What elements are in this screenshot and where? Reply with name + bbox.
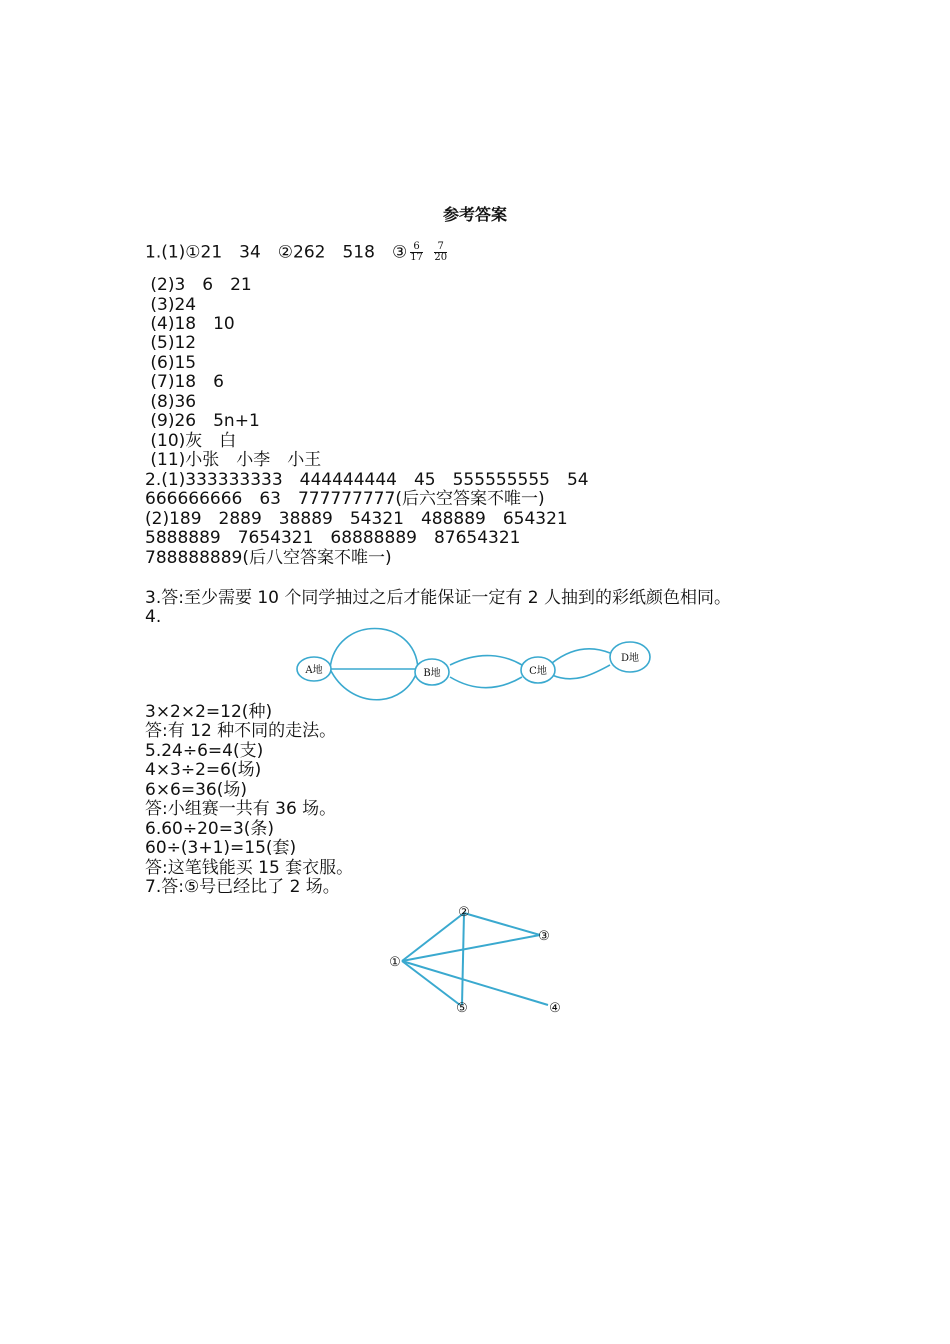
answer-line: 5888889 7654321 68888889 87654321	[145, 528, 521, 548]
answer-line: 666666666 63 777777777(后六空答案不唯一)	[145, 489, 545, 509]
answer-line: (10)灰 白	[145, 431, 237, 451]
answer-line: (4)18 10	[145, 314, 235, 334]
node-a-label: A地	[305, 665, 323, 676]
answer-line-4: 4.	[145, 607, 162, 627]
answer-line: (6)15	[145, 353, 197, 373]
fraction-denominator: 20	[434, 252, 448, 263]
answer-line: 2.(1)333333333 444444444 45 555555555 54	[145, 470, 589, 490]
node-b-label: B地	[423, 668, 441, 679]
answer-line: 4×3÷2=6(场)	[145, 760, 262, 780]
answer-line-1-1	[145, 242, 450, 263]
node-4-label: ④	[549, 1001, 561, 1016]
answer-line: 6×6=36(场)	[145, 780, 248, 800]
page-title: 参考答案	[442, 205, 507, 224]
fraction-6-17	[410, 242, 423, 263]
route-path	[552, 665, 610, 679]
answer-line: (3)24	[145, 295, 197, 315]
route-path	[330, 669, 418, 700]
fraction-denominator: 17	[410, 252, 423, 263]
answer-line: 7.答:⑤号已经比了 2 场。	[145, 877, 340, 897]
node-2-label: ②	[458, 905, 470, 920]
node-3-label: ③	[538, 929, 550, 944]
match-diagram	[380, 900, 570, 1020]
node-1-label: ①	[389, 955, 401, 970]
route-paths	[330, 629, 610, 700]
answer-line: (11)小张 小李 小王	[145, 450, 322, 470]
fraction-numerator: 7	[434, 242, 447, 253]
answer-line: 3×2×2=12(种)	[145, 702, 273, 722]
answer-line: (9)26 5n+1	[145, 411, 260, 431]
edge-1-4	[402, 961, 548, 1005]
answer-line: (5)12	[145, 333, 197, 353]
route-path	[330, 629, 418, 670]
answer-line: 答:小组赛一共有 36 场。	[145, 799, 337, 819]
answer-line-3: 3.答:至少需要 10 个同学抽过之后才能保证一定有 2 人抽到的彩纸颜色相同。	[145, 588, 732, 608]
answer-line: (7)18 6	[145, 372, 224, 392]
answer-line: 6.60÷20=3(条)	[145, 819, 275, 839]
edge-2-3	[464, 913, 540, 935]
match-edges	[402, 913, 548, 1005]
route-path	[450, 677, 522, 688]
node-d-label: D地	[620, 653, 640, 664]
edge-1-5	[402, 961, 460, 1005]
answer-line: 答:这笔钱能买 15 套衣服。	[145, 858, 354, 878]
edge-1-3	[402, 935, 540, 961]
route-path	[552, 649, 610, 663]
answer-text: 1.(1)①21 34 ②262 518 ③	[145, 242, 408, 263]
answer-line: (2)189 2889 38889 54321 488889 654321	[145, 509, 568, 529]
route-diagram	[290, 625, 660, 705]
answer-line: (2)3 6 21	[145, 275, 252, 295]
fraction-numerator: 6	[410, 242, 423, 253]
answer-line: (8)36	[145, 392, 197, 412]
fraction-7-20	[434, 242, 447, 263]
node-c-label: C地	[529, 666, 547, 677]
edge-1-2	[402, 913, 464, 961]
answer-line: 60÷(3+1)=15(套)	[145, 838, 297, 858]
node-5-label: ⑤	[456, 1001, 468, 1016]
answer-line: 5.24÷6=4(支)	[145, 741, 264, 761]
answer-line: 788888889(后八空答案不唯一)	[145, 548, 392, 568]
route-path	[450, 656, 522, 665]
answer-line: 答:有 12 种不同的走法。	[145, 721, 337, 741]
edge-2-5	[462, 913, 464, 1005]
